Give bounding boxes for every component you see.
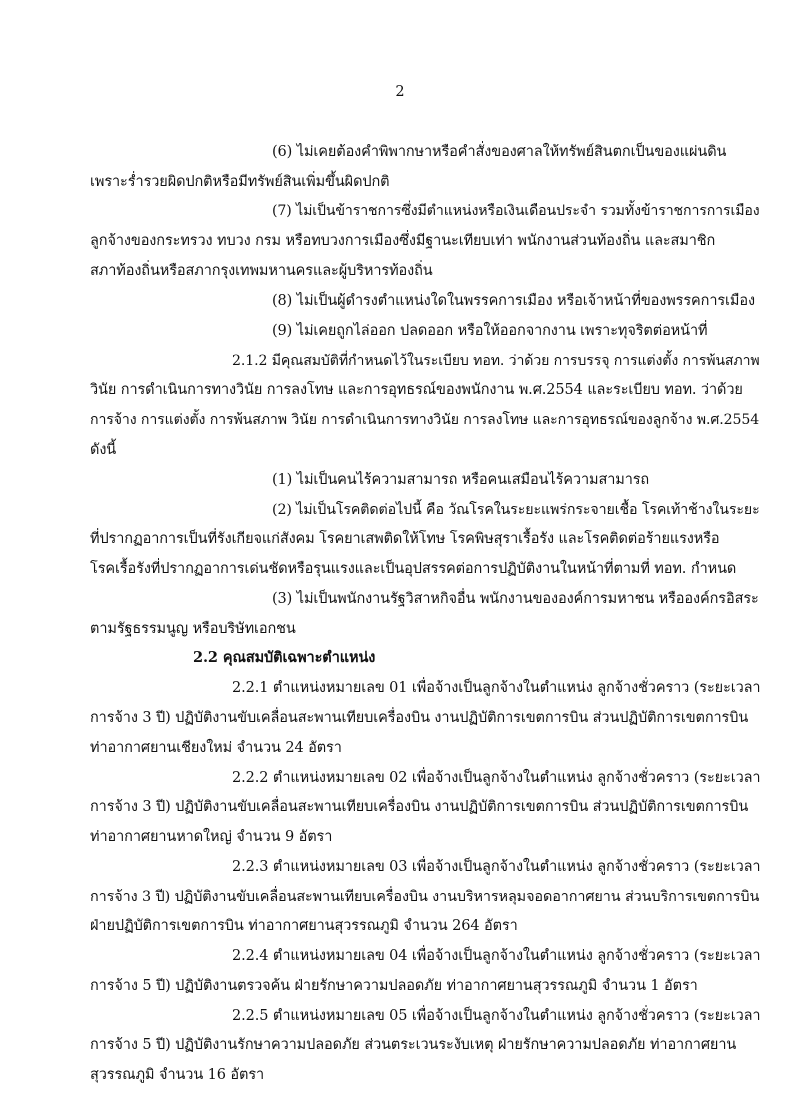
text-line: 2.1.2 มีคุณสมบัติที่กำหนดไว้ในระเบียบ ทอท. ว่าด้วย การบรรจุ การแต่งตั้ง การพ้นสภาพ (232, 353, 760, 369)
text-line: (9) ไม่เคยถูกไล่ออก ปลดออก หรือให้ออกจากงาน เพราะทุจริตต่อหน้าที่ (272, 323, 708, 339)
text-line: สภาท้องถิ่นหรือสภากรุงเทพมหานครและผู้บริหารท้องถิ่น (90, 263, 433, 279)
text-line: ลูกจ้างของกระทรวง ทบวง กรม หรือทบวงการเมืองซึ่งมีฐานะเทียบเท่า พนักงานส่วนท้องถิ่น และสมาชิก (90, 233, 716, 249)
text-line: การจ้าง การแต่งตั้ง การพ้นสภาพ วินัย การดำเนินการทางวินัย การลงโทษ และการอุทธรณ์ของลูกจ้าง พ.ศ.2554 (90, 412, 760, 428)
text-line: 2.2.5 ตำแหน่งหมายเลข 05 เพื่อจ้างเป็นลูกจ้างในตำแหน่ง ลูกจ้างชั่วคราว (ระยะเวลา (232, 1008, 761, 1024)
text-line: ท่าอากาศยานหาดใหญ่ จำนวน 9 อัตรา (90, 829, 333, 845)
text-line: สุวรรณภูมิ จำนวน 16 อัตรา (90, 1067, 265, 1083)
text-line: ท่าอากาศยานเชียงใหม่ จำนวน 24 อัตรา (90, 740, 342, 756)
text-line: (8) ไม่เป็นผู้ดำรงตำแหน่งใดในพรรคการเมือง หรือเจ้าหน้าที่ของพรรคการเมือง (272, 293, 755, 309)
text-line: ที่ปรากฏอาการเป็นที่รังเกียจแก่สังคม โรคยาเสพติดให้โทษ โรคพิษสุราเรื้อรัง และโรคติดต่อร้ายแรงหรือ (90, 531, 720, 547)
text-line: เพราะร่ำรวยผิดปกติหรือมีทรัพย์สินเพิ่มขึ้นผิดปกติ (90, 174, 390, 190)
text-line: 2.2.1 ตำแหน่งหมายเลข 01 เพื่อจ้างเป็นลูกจ้างในตำแหน่ง ลูกจ้างชั่วคราว (ระยะเวลา (232, 680, 761, 696)
text-line: (2) ไม่เป็นโรคติดต่อไปนี้ คือ วัณโรคในระยะแพร่กระจายเชื้อ โรคเท้าช้างในระยะ (272, 502, 760, 518)
text-line: การจ้าง 3 ปี) ปฏิบัติงานขับเคลื่อนสะพานเทียบเครื่องบิน งานปฏิบัติการเขตการบิน ส่วนปฏิบัติการเขตการบิน (90, 710, 749, 726)
text-line: (1) ไม่เป็นคนไร้ความสามารถ หรือคนเสมือนไร้ความสามารถ (272, 472, 650, 488)
text-line: วินัย การดำเนินการทางวินัย การลงโทษ และการอุทธรณ์ของพนักงาน พ.ศ.2554 และระเบียบ ทอท. ว่าด้วย (90, 382, 743, 398)
text-line: ตามรัฐธรรมนูญ หรือบริษัทเอกชน (90, 621, 296, 637)
text-line: (6) ไม่เคยต้องคำพิพากษาหรือคำสั่งของศาลให้ทรัพย์สินตกเป็นของแผ่นดิน (272, 144, 727, 160)
text-line: ดังนี้ (90, 442, 117, 458)
text-line: 2.2.3 ตำแหน่งหมายเลข 03 เพื่อจ้างเป็นลูกจ้างในตำแหน่ง ลูกจ้างชั่วคราว (ระยะเวลา (232, 859, 761, 875)
text-line: 2.2.2 ตำแหน่งหมายเลข 02 เพื่อจ้างเป็นลูกจ้างในตำแหน่ง ลูกจ้างชั่วคราว (ระยะเวลา (232, 770, 761, 786)
text-line: การจ้าง 5 ปี) ปฏิบัติงานตรวจค้น ฝ่ายรักษาความปลอดภัย ท่าอากาศยานสุวรรณภูมิ จำนวน 1 อัตรา (90, 978, 698, 994)
text-line: ฝ่ายปฏิบัติการเขตการบิน ท่าอากาศยานสุวรรณภูมิ จำนวน 264 อัตรา (90, 918, 518, 934)
text-line: (7) ไม่เป็นข้าราชการซึ่งมีตำแหน่งหรือเงินเดือนประจำ รวมทั้งข้าราชการการเมือง (272, 203, 760, 219)
page-number: 2 (395, 84, 405, 100)
text-line: โรคเรื้อรังที่ปรากฏอาการเด่นชัดหรือรุนแรงและเป็นอุปสรรคต่อการปฏิบัติงานในหน้าที่ตามที่ ทอท. กำหนด (90, 561, 737, 577)
text-line: การจ้าง 3 ปี) ปฏิบัติงานขับเคลื่อนสะพานเทียบเครื่องบิน งานบริหารหลุมจอดอากาศยาน ส่วนบริการเขตการบิน (90, 889, 760, 905)
text-line: (3) ไม่เป็นพนักงานรัฐวิสาหกิจอื่น พนักงานขององค์การมหาชน หรือองค์กรอิสระ (272, 591, 759, 607)
text-line: การจ้าง 5 ปี) ปฏิบัติงานรักษาความปลอดภัย ส่วนตระเวนระงับเหตุ ฝ่ายรักษาความปลอดภัย ท่าอากาศยาน (90, 1037, 737, 1053)
text-line: 2.2.4 ตำแหน่งหมายเลข 04 เพื่อจ้างเป็นลูกจ้างในตำแหน่ง ลูกจ้างชั่วคราว (ระยะเวลา (232, 948, 761, 964)
text-line: การจ้าง 3 ปี) ปฏิบัติงานขับเคลื่อนสะพานเทียบเครื่องบิน งานปฏิบัติการเขตการบิน ส่วนปฏิบัติการเขตการบิน (90, 799, 749, 815)
section-heading: 2.2 คุณสมบัติเฉพาะตำแหน่ง (193, 649, 376, 666)
